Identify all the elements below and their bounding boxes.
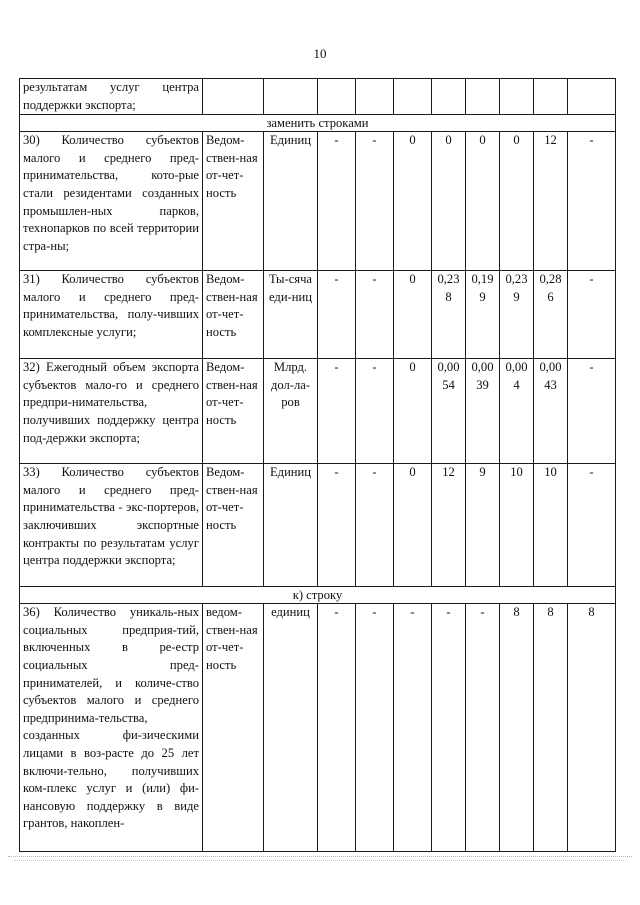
scan-edge-line [8, 856, 632, 857]
table-row [20, 132, 616, 271]
value-cell: 8 [534, 604, 568, 852]
value-cell: - [568, 132, 616, 271]
indicator-name-cell: 31) Количество субъектов малого и среднего пред-принимательства, полу-чивших комплексные услуги; [20, 271, 203, 359]
unit-cell: Единиц [264, 464, 318, 587]
divider-row [20, 587, 616, 604]
value-cell: - [356, 271, 394, 359]
value-cell: 0 [394, 359, 432, 464]
unit-cell: Ты-сяча еди-ниц [264, 271, 318, 359]
value-cell: 0,004 [500, 359, 534, 464]
value-cell: - [318, 271, 356, 359]
value-cell: - [318, 132, 356, 271]
table-row [20, 604, 616, 852]
replace-rows-divider: заменить строками [20, 115, 616, 132]
indicator-name-cell: 32) Ежегодный объем экспорта субъектов мало-го и среднего предпри-нимательства, получивших поддержку центра под-держки экспорта; [20, 359, 203, 464]
value-cell: - [356, 604, 394, 852]
value-cell: 0,239 [500, 271, 534, 359]
indicator-name-cell: 33) Количество субъектов малого и среднего пред-принимательства - экс-портеров, заключивших экспортные контракты по результатам услуг центра поддержки экспорта; [20, 464, 203, 587]
page-number: 10 [313, 46, 327, 61]
scan-edge-line [14, 860, 626, 861]
value-cell: 0 [394, 271, 432, 359]
value-cell: 0,199 [466, 271, 500, 359]
value-cell: 0,0039 [466, 359, 500, 464]
source-cell: Ведом-ствен-ная от-чет-ность [203, 464, 264, 587]
value-cell: 12 [534, 132, 568, 271]
value-cell: 10 [534, 464, 568, 587]
value-cell: 0 [466, 132, 500, 271]
table-row [20, 271, 616, 359]
indicator-name-cell: 36) Количество уникаль-ных социальных предприя-тий, включенных в ре-естр социальных пред-принимателей, и количе-ство субъектов малого и среднего предпринима-тельства, созданных фи-зическими лицами в воз-расте до 25 лет включи-тельно, получивших ком-плекс услуг и (или) фи-нансовую поддержку в виде грантов, накоплен- [20, 604, 203, 852]
source-cell: Ведом-ствен-ная от-чет-ность [203, 132, 264, 271]
value-cell: 0 [432, 132, 466, 271]
indicator-name-cell: результатам услуг центра поддержки экспорта; [20, 79, 203, 115]
value-cell: 8 [568, 604, 616, 852]
value-cell: 12 [432, 464, 466, 587]
indicator-name-cell: 30) Количество субъектов малого и среднего пред-принимательства, кото-рые стали резидентами созданных промышлен-ных парков, технопарков по всей территории стра-ны; [20, 132, 203, 271]
value-cell: 0,0043 [534, 359, 568, 464]
value-cell: 9 [466, 464, 500, 587]
value-cell: - [318, 464, 356, 587]
value-cell: 0 [500, 132, 534, 271]
value-cell: - [568, 359, 616, 464]
value-cell: - [466, 604, 500, 852]
value-cell: 0 [394, 132, 432, 271]
unit-cell: единиц [264, 604, 318, 852]
value-cell: - [568, 464, 616, 587]
value-cell: 0,0054 [432, 359, 466, 464]
table-row [20, 464, 616, 587]
source-cell: ведом-ствен-ная от-чет-ность [203, 604, 264, 852]
unit-cell: Единиц [264, 132, 318, 271]
value-cell: 8 [500, 604, 534, 852]
source-cell: Ведом-ствен-ная от-чет-ность [203, 359, 264, 464]
value-cell: 10 [500, 464, 534, 587]
unit-cell: Млрд. дол-ла-ров [264, 359, 318, 464]
source-cell: Ведом-ствен-ная от-чет-ность [203, 271, 264, 359]
table-row [20, 79, 616, 115]
value-cell: 0,286 [534, 271, 568, 359]
value-cell: - [356, 359, 394, 464]
table-row [20, 359, 616, 464]
value-cell: - [356, 132, 394, 271]
value-cell: - [356, 464, 394, 587]
value-cell: - [318, 604, 356, 852]
value-cell: - [394, 604, 432, 852]
row-k-divider: к) строку [20, 587, 616, 604]
indicator-table [19, 78, 616, 852]
value-cell: 0,238 [432, 271, 466, 359]
divider-row [20, 115, 616, 132]
value-cell: 0 [394, 464, 432, 587]
value-cell: - [318, 359, 356, 464]
value-cell: - [568, 271, 616, 359]
value-cell: - [432, 604, 466, 852]
